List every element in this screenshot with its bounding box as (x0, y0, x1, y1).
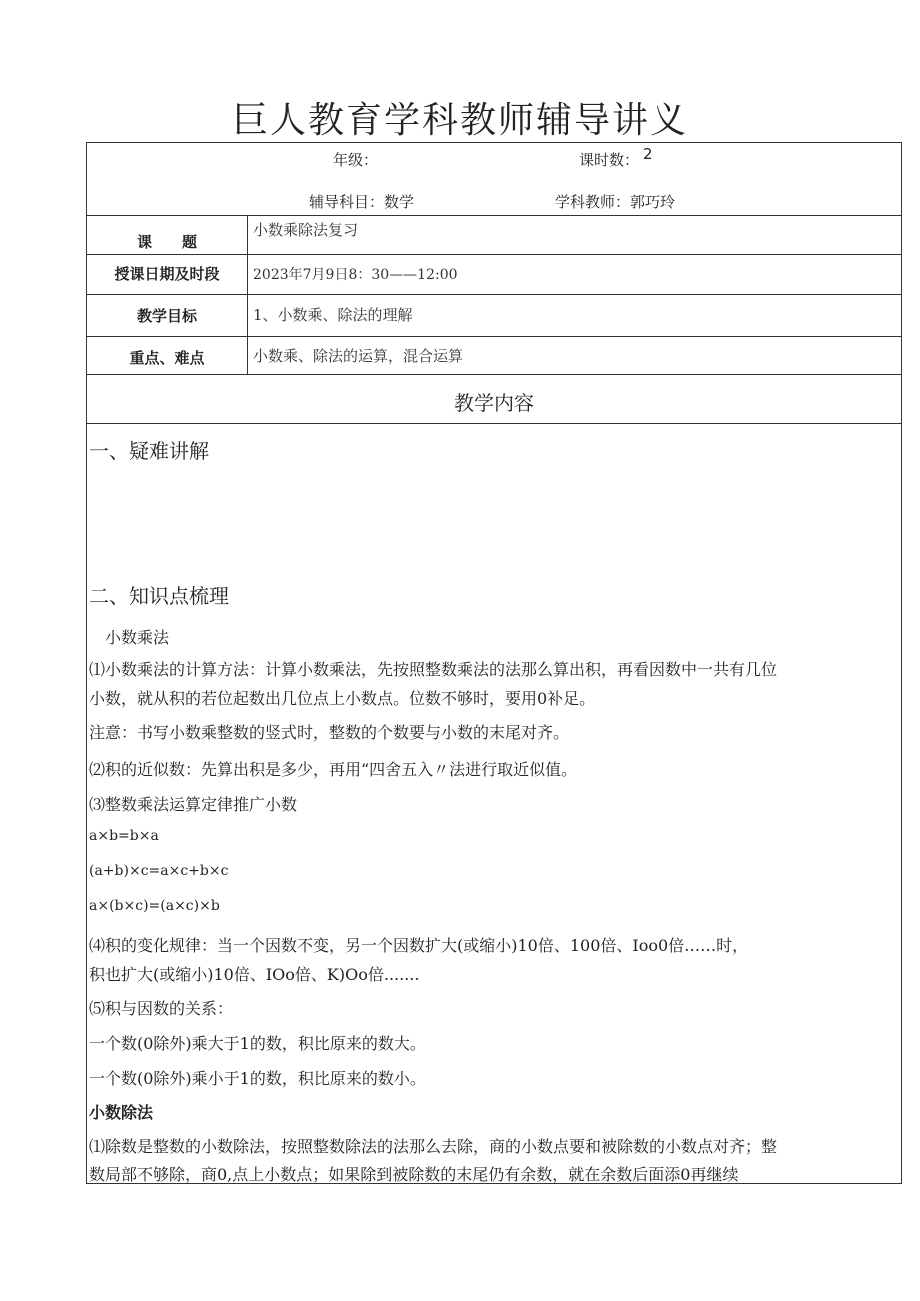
paragraph: ⑴小数乘法的计算方法：计算小数乘法，先按照整数乘法的法那么算出积，再看因数中一共有几位 (89, 660, 778, 679)
divider (87, 374, 901, 375)
teacher-label: 学科教师：郭巧玲 (555, 193, 676, 211)
hours-value: 2 (643, 145, 653, 163)
section-heading-1: 一、疑难讲解 (89, 439, 209, 463)
formula: a×b=b×a (89, 828, 159, 844)
paragraph: 小数，就从积的若位起数出几位点上小数点。位数不够时，要用0补足。 (89, 689, 596, 708)
formula: a×(b×c)=(a×c)×b (89, 898, 220, 914)
formula: (a+b)×c=a×c+b×c (89, 863, 229, 879)
subheading-division: 小数除法 (89, 1103, 154, 1122)
row-label-keypoints: 重点、难点 (129, 349, 205, 367)
paragraph: ⑶整数乘法运算定律推广小数 (89, 795, 298, 814)
page-title: 巨人教育学科教师辅导讲义 (231, 100, 688, 141)
divider (87, 336, 901, 337)
row-label-topic: 课 题 (136, 233, 197, 251)
paragraph: ⑸积与因数的关系： (89, 999, 234, 1018)
grade-label: 年级： (333, 151, 379, 169)
divider (87, 423, 901, 424)
row-label-goal: 教学目标 (136, 307, 197, 325)
row-value-keypoints: 小数乘、除法的运算，混合运算 (253, 347, 464, 365)
divider (87, 294, 901, 295)
row-value-goal: 1、小数乘、除法的理解 (253, 306, 413, 324)
section-heading-2: 二、知识点梳理 (89, 584, 229, 608)
paragraph: ⑵积的近似数：先算出积是多少，再用“四舍五入〃法进行取近似值。 (89, 760, 578, 779)
paragraph: ⑷积的变化规律：当一个因数不变，另一个因数扩大(或缩小)10倍、100倍、Ioo0倍……时， (89, 936, 749, 955)
row-value-topic: 小数乘除法复习 (253, 221, 359, 239)
divider (87, 254, 901, 255)
paragraph: 积也扩大(或缩小)10倍、IOo倍、K)Oo倍....... (89, 965, 420, 984)
subject-label: 辅导科目：数学 (309, 193, 415, 211)
paragraph: 数局部不够除，商0,点上小数点；如果除到被除数的末尾仍有余数，就在余数后面添0再继续 (89, 1165, 739, 1184)
paragraph: 一个数(0除外)乘小于1的数，积比原来的数小。 (89, 1069, 426, 1088)
divider (87, 215, 901, 216)
lesson-table (86, 142, 902, 1184)
subheading-multiplication: 小数乘法 (105, 628, 170, 647)
hours-label: 课时数： (579, 151, 640, 169)
note: 注意：书写小数乘整数的竖式时，整数的个数要与小数的末尾对齐。 (89, 723, 570, 742)
row-label-date: 授课日期及时段 (114, 265, 220, 283)
paragraph: 一个数(0除外)乘大于1的数，积比原来的数大。 (89, 1034, 426, 1053)
paragraph: ⑴除数是整数的小数除法，按照整数除法的法那么去除，商的小数点要和被除数的小数点对齐；整 (89, 1137, 778, 1156)
row-value-date: 2023年7月9日8：30——12:00 (253, 267, 458, 283)
content-title: 教学内容 (454, 391, 534, 415)
